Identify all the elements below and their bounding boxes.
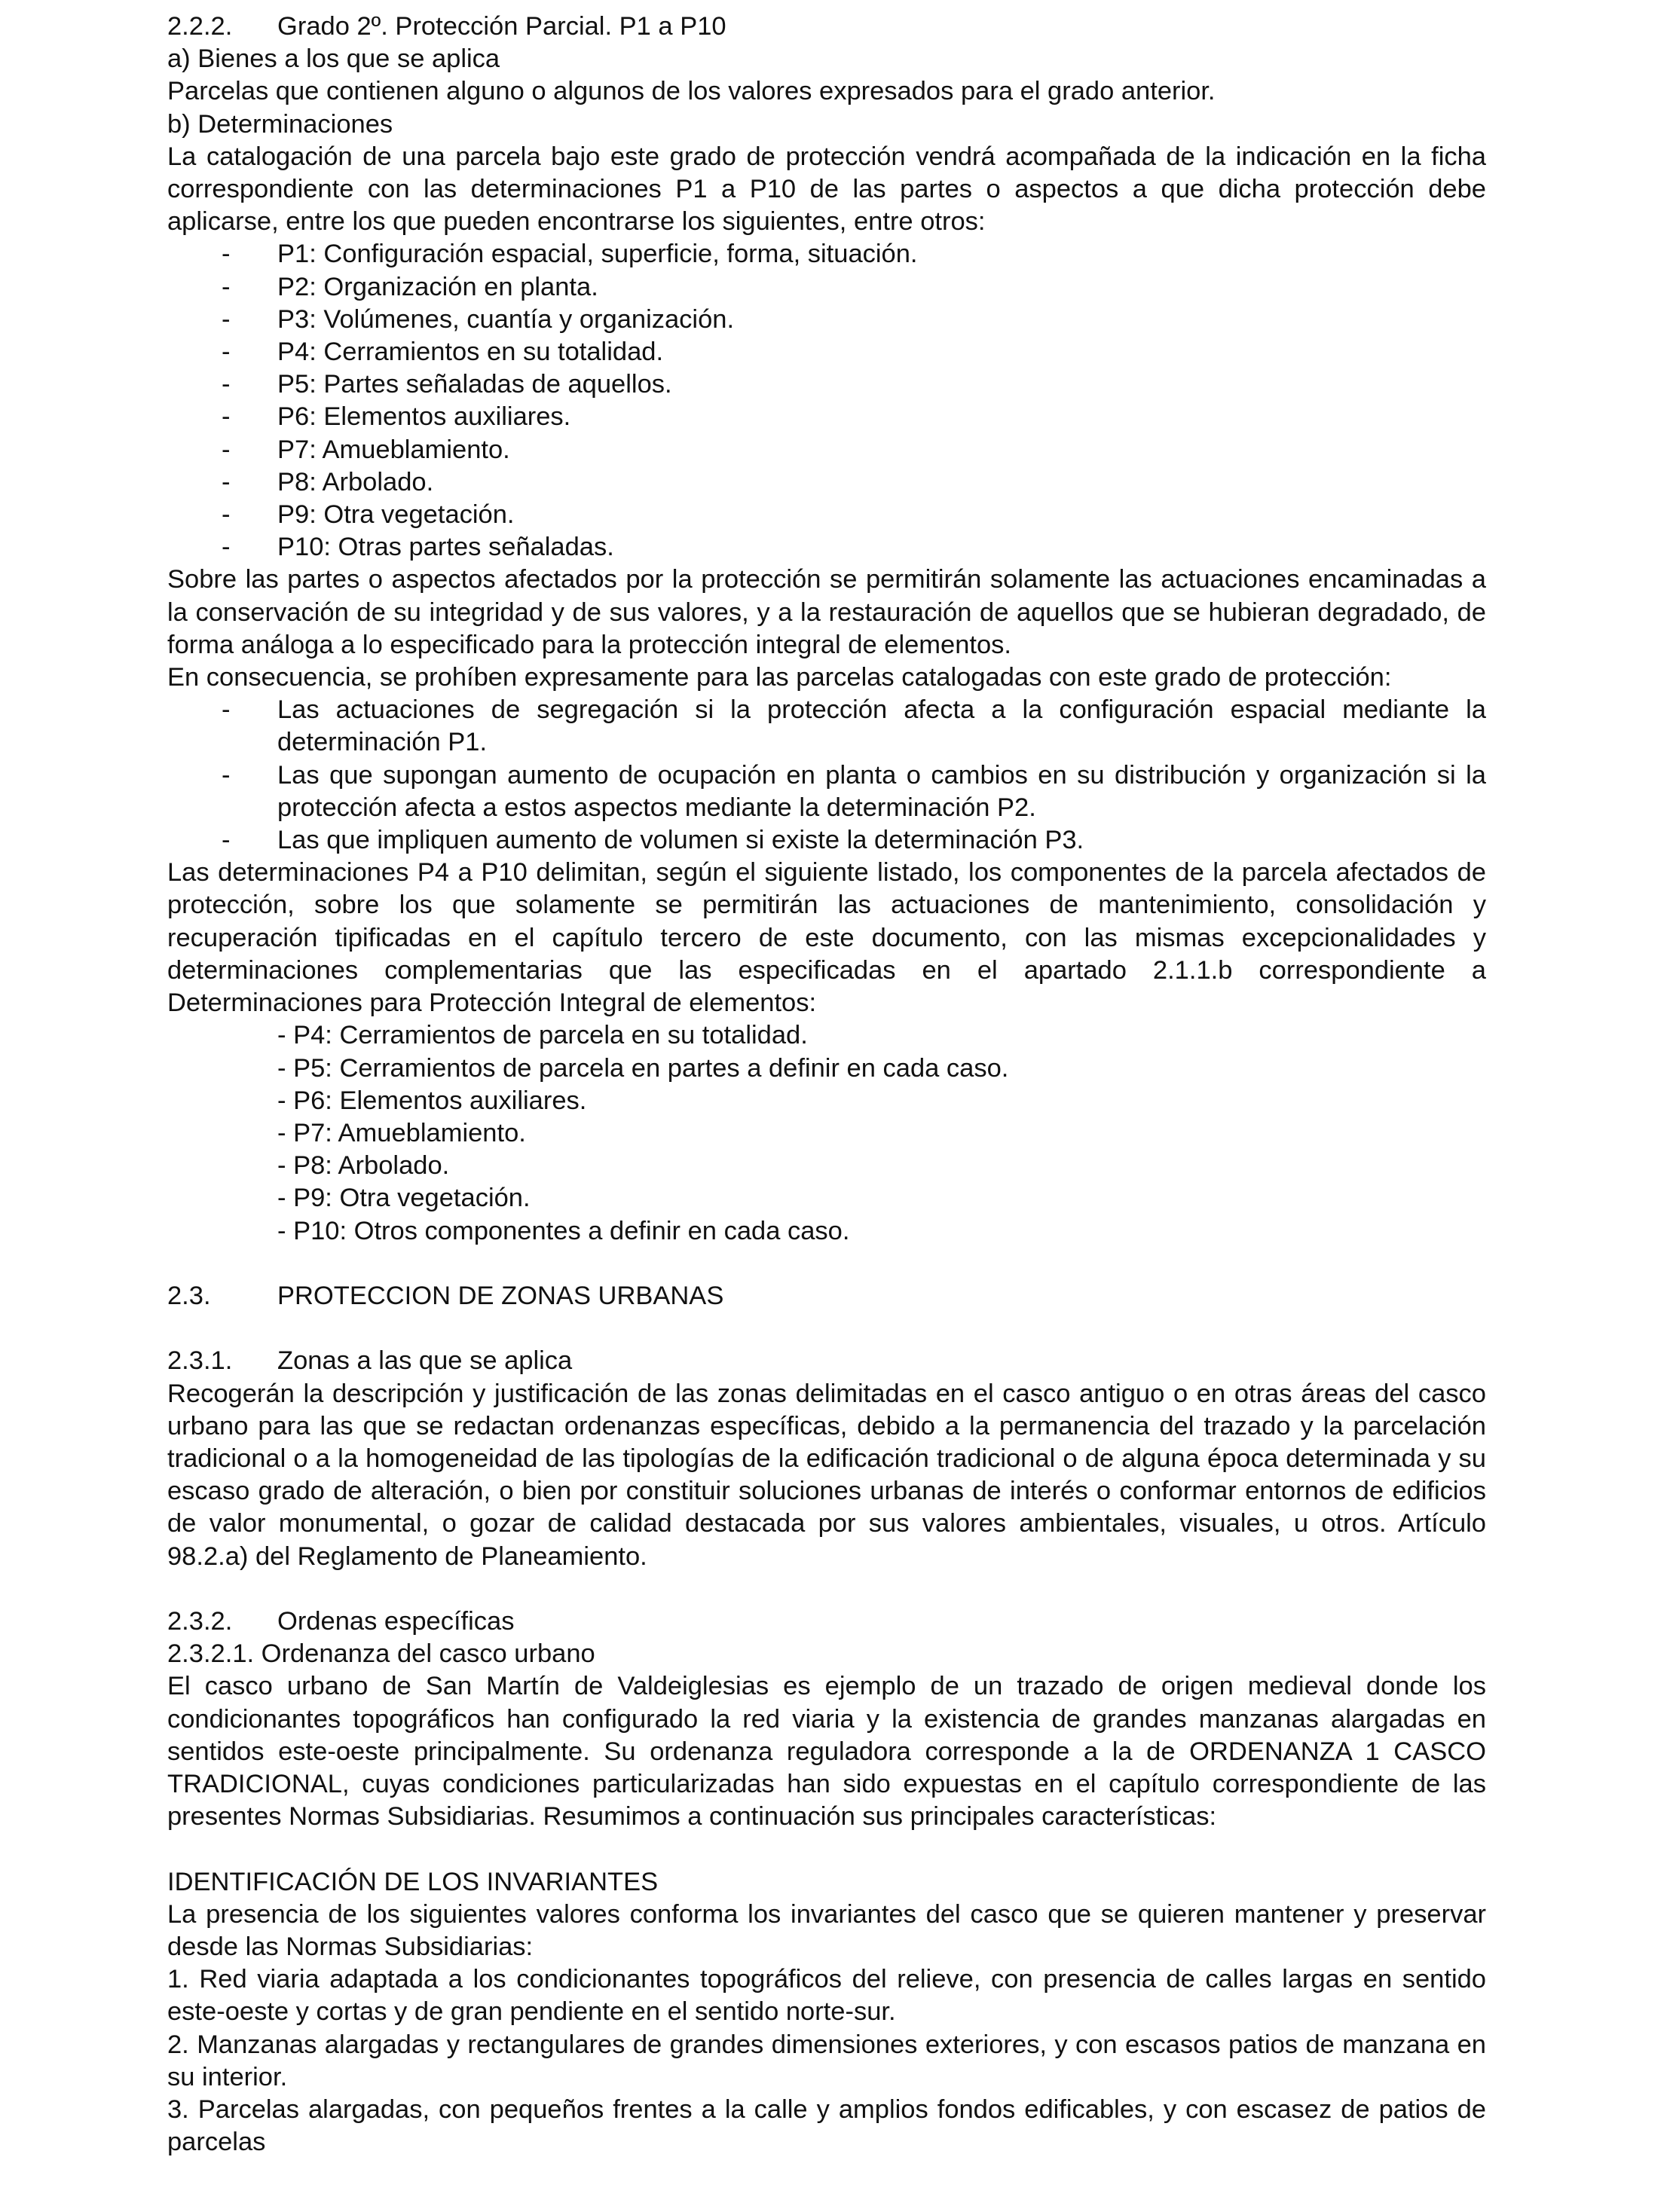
- document-page: [167, 11, 1486, 2159]
- list-item: - P5: Cerramientos de parcela en partes a definir en cada caso.: [277, 1053, 1009, 1083]
- section-number: 2.2.2.: [167, 12, 233, 41]
- list-item: - P10: Otras partes señaladas.: [222, 533, 614, 562]
- list-item: - Las que impliquen aumento de volumen si existe la determinación P3.: [222, 826, 1084, 855]
- list-item: - P4: Cerramientos en su totalidad.: [222, 338, 664, 367]
- prohibitions-list: [167, 694, 1486, 857]
- subsection-heading-2-3-2-1: 2.3.2.1. Ordenanza del casco urbano: [167, 1639, 595, 1669]
- section-heading-2-3: [167, 1280, 1486, 1312]
- section-heading-2-3-2: [167, 1606, 1486, 1638]
- list-item: - P8: Arbolado.: [222, 467, 434, 496]
- section-number: 2.3.: [167, 1281, 211, 1310]
- paragraph-recogeran: Recogerán la descripción y justificación de las zonas delimitadas en el casco antiguo o en otras áreas del casco urbano para las que se redactan ordenanzas específicas, debido a la permanencia del trazado y la parcelación tradicional o a la homogeneidad de las tipologías de la edificación tradicional o de alguna época determinada y su escaso grado de alteración, o bien por constituir soluciones urbanas de interés o conformar entornos de edificios de valor monumental, o gozar de calidad destacada por sus valores ambientales, visuales, u otros. Artículo 98.2.a) del Reglamento de Planeamiento.: [167, 1379, 1486, 1571]
- invariant-item-1: 1. Red viaria adaptada a los condicionantes topográficos del relieve, con presencia de calles largas en sentido este-oeste y cortas y de gran pendiente en el sentido norte-sur.: [167, 1965, 1486, 2027]
- list-item: - P9: Otra vegetación.: [277, 1184, 531, 1213]
- section-title: PROTECCION DE ZONAS URBANAS: [277, 1281, 724, 1310]
- paragraph-casco-urbano: El casco urbano de San Martín de Valdeiglesias es ejemplo de un trazado de origen medieval donde los condicionantes topográficos han configurado la red viaria y la existencia de grandes manzanas alargadas en sentidos este-oeste principalmente. Su ordenanza reguladora corresponde a la de ORDENANZA 1 CASCO TRADICIONAL, cuyas condiciones particularizadas han sido expuestas en el capítulo correspondiente de las presentes Normas Subsidiarias. Resumimos a continuación sus principales características:: [167, 1672, 1486, 1832]
- list-item: - P1: Configuración espacial, superficie, forma, situación.: [222, 240, 918, 269]
- list-item: - P3: Volúmenes, cuantía y organización.: [222, 304, 735, 334]
- list-item: - P10: Otros componentes a definir en cada caso.: [277, 1216, 850, 1245]
- paragraph-consecuencia: En consecuencia, se prohíben expresamente para las parcelas catalogadas con este grado de protección:: [167, 663, 1392, 692]
- invariant-item-3: 3. Parcelas alargadas, con pequeños frentes a la calle y amplios fondos edificables, y con escasez de patios de parcelas: [167, 2094, 1486, 2157]
- components-list: [167, 1019, 1486, 1247]
- list-item: - P8: Arbolado.: [277, 1151, 450, 1181]
- subheading-bienes: a) Bienes a los que se aplica: [167, 44, 500, 74]
- section-heading-2-3-1: [167, 1345, 1486, 1377]
- list-item: - P6: Elementos auxiliares.: [222, 402, 571, 432]
- list-item: - P4: Cerramientos de parcela en su totalidad.: [277, 1021, 808, 1050]
- list-item: - P5: Partes señaladas de aquellos.: [222, 370, 672, 399]
- paragraph-determinaciones-p4-p10: Las determinaciones P4 a P10 delimitan, según el siguiente listado, los componentes de la parcela afectados de protección, sobre los que solamente se permitirán las actuaciones de mantenimiento, consolidación y recuperación tipificadas en el capítulo tercero de este documento, con las mismas excepcionalidades y determinaciones complementarias que las especificadas en el apartado 2.1.1.b correspondiente a Determinaciones para Protección Integral de elementos:: [167, 858, 1486, 1018]
- subheading-determinaciones: b) Determinaciones: [167, 109, 393, 139]
- section-title: Zonas a las que se aplica: [277, 1346, 573, 1376]
- list-item: - P6: Elementos auxiliares.: [277, 1086, 587, 1115]
- list-item: - P9: Otra vegetación.: [222, 500, 515, 530]
- determinations-list: [167, 238, 1486, 564]
- paragraph-presencia: La presencia de los siguientes valores conforma los invariantes del casco que se quieren mantener y preservar desde las Normas Subsidiarias:: [167, 1899, 1486, 1961]
- section-number: 2.3.1.: [167, 1346, 233, 1376]
- list-item: - Las que supongan aumento de ocupación en planta o cambios en su distribución y organización si la protección afecta a estos aspectos mediante la determinación P2.: [222, 760, 1486, 822]
- heading-invariantes: IDENTIFICACIÓN DE LOS INVARIANTES: [167, 1867, 659, 1896]
- list-item: - P7: Amueblamiento.: [277, 1118, 526, 1147]
- invariant-item-2: 2. Manzanas alargadas y rectangulares de grandes dimensiones exteriores, y con escasos patios de manzana en su interior.: [167, 2030, 1486, 2091]
- section-heading-2-2-2: [167, 11, 1486, 43]
- paragraph-catalogacion: La catalogación de una parcela bajo este grado de protección vendrá acompañada de la indicación en la ficha correspondiente con las determinaciones P1 a P10 de las partes o aspectos a que dicha protección debe aplicarse, entre los que pueden encontrarse los siguientes, entre otros:: [167, 142, 1486, 237]
- section-title: Ordenas específicas: [277, 1606, 515, 1636]
- list-item: - P7: Amueblamiento.: [222, 435, 510, 464]
- paragraph-parcelas: Parcelas que contienen alguno o algunos de los valores expresados para el grado anterior.: [167, 77, 1216, 106]
- list-item: - P2: Organización en planta.: [222, 272, 598, 301]
- section-title: Grado 2º. Protección Parcial. P1 a P10: [277, 12, 726, 41]
- paragraph-sobre-partes: Sobre las partes o aspectos afectados por la protección se permitirán solamente las actuaciones encaminadas a la conservación de su integridad y de sus valores, y a la restauración de aquellos que se hubieran degradado, de forma análoga a lo especificado para la protección integral de elementos.: [167, 565, 1486, 659]
- list-item: - Las actuaciones de segregación si la protección afecta a la configuración espacial mediante la determinación P1.: [222, 695, 1486, 757]
- section-number: 2.3.2.: [167, 1606, 233, 1636]
